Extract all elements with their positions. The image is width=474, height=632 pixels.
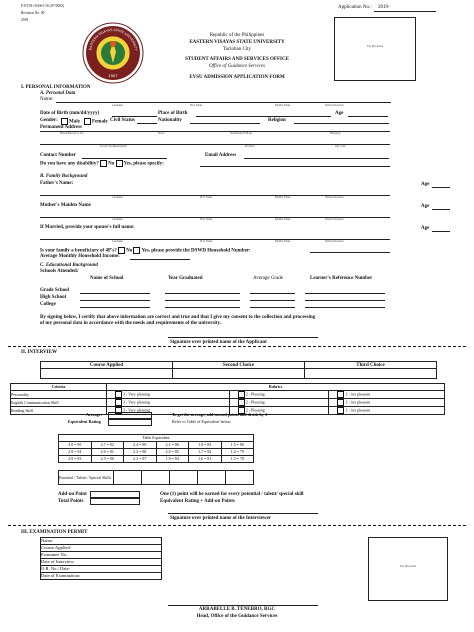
average-note: To get the average, add earned points and divide by 3 [172, 412, 268, 417]
form-code: F-EVSU-SASO-16 (07-0002) [21, 4, 65, 8]
signatory-name: ARRABELLE B. TENEBRO, RGC [198, 607, 276, 612]
rubrics-header: Rubrics [107, 384, 445, 391]
form-year: 2018 [21, 18, 29, 22]
female-checkbox[interactable] [84, 118, 91, 125]
row-high-school: High School [40, 295, 66, 300]
mother-hint: First Name [200, 218, 213, 221]
address-hint: Street [158, 132, 165, 135]
row-grade-school: Grade School [40, 288, 70, 293]
photo-label: 2x2 ID picture [366, 45, 384, 48]
potential-cell[interactable] [198, 471, 226, 485]
spouse-label: If Married, provide your spouse's full name: [40, 225, 135, 230]
equiv-cell: 1.4 = 79 [221, 449, 254, 456]
section-personal: I. PERSONAL INFORMATION [21, 85, 91, 90]
signatory-position: Head, Office of the Guidance Services [196, 614, 278, 619]
equiv-cell: 1.6 = 81 [189, 456, 222, 463]
equiv-cell: 1.9 = 84 [156, 456, 189, 463]
equiv-cell: 2.2 = 87 [124, 456, 157, 463]
equiv-cell: 2.0 = 85 [156, 449, 189, 456]
disability-yes-checkbox[interactable] [116, 160, 123, 167]
criteria-personality: Personality [11, 391, 107, 399]
republic-text: Republic of the Philippines [209, 33, 265, 38]
address-hint: Zip Code [335, 145, 346, 148]
dob-label: Date of Birth (mm/dd/yyyy) [40, 111, 100, 116]
subsection-personal-data: A. Personal Data [40, 91, 76, 96]
section-permit: III. EXAMINATION PERMIT [21, 530, 88, 535]
consent-text-2: of my personal data in accordance with the needs and requirements of the university. [40, 321, 221, 326]
mother-age-label: Age [421, 204, 430, 209]
equiv-cell: 2.4 = 89 [124, 442, 157, 449]
income-label: Average Monthly Household Income: [40, 254, 120, 259]
total-points-box[interactable] [90, 498, 140, 505]
course-applied-cell[interactable] [41, 369, 173, 379]
address-hint: Town/City/Municipality [100, 145, 128, 148]
equiv-cell: 1.5 = 80 [221, 442, 254, 449]
mother-hint: Name Extension [325, 218, 344, 221]
permit-name[interactable]: Name: [41, 538, 162, 545]
total-note: Equivalent Rating + Add-on Points [160, 499, 235, 504]
address-label: Permanent Address [40, 125, 82, 130]
subsection-family: B. Family Background [40, 174, 88, 179]
spouse-hint: Name Extension [325, 240, 344, 243]
form-title: EVSU ADMISSION APPLICATION FORM [189, 75, 285, 80]
name-hint: Name Extension [325, 104, 344, 107]
permit-course[interactable]: Course Applied: [41, 545, 162, 552]
university-name: EASTERN VISAYAS STATE UNIVERSITY [189, 40, 285, 45]
permit-interview-date[interactable]: Date of Interview: [41, 559, 162, 566]
email-label: Email Address [205, 153, 237, 158]
equivalent-table [58, 434, 254, 463]
total-points-label: Total Points [58, 499, 84, 504]
col-year: Year Graduated [168, 276, 203, 281]
spouse-hint: Lastname [112, 240, 123, 243]
interviewer-signature-label: Signature over printed name of the Interviewer [170, 516, 271, 521]
address-hint: Subdivision/Village [230, 132, 253, 135]
equiv-cell: 2.9 = 94 [59, 449, 92, 456]
photo-box-top[interactable] [334, 17, 416, 81]
equiv-cell: 1.7 = 82 [189, 449, 222, 456]
rubric-checkbox[interactable] [238, 391, 245, 398]
equiv-note: Refer to Table of Equivalent below [172, 419, 231, 424]
rubric-checkbox[interactable] [238, 399, 245, 406]
potential-cell[interactable] [142, 471, 170, 485]
father-hint: Middle Name [275, 196, 291, 199]
address-hint: Province [245, 145, 255, 148]
rubrics-table: Criteria Rubrics Personality 3 - Very pleasing 2 - Pleasing 1 - not pleasant English Communication Skill 3 - Very pleasing 2 - Pleasing 1 - not pleasant Reading Skill 3 - Very pleasing 2 - Pleasing 1 - not pleasant [10, 383, 445, 415]
permit-or-no[interactable]: O.R. No./ Date: [41, 566, 162, 573]
col-lrn: Learner's Reference Number [310, 276, 373, 281]
name-hint: Middle Name [275, 104, 291, 107]
criteria-reading: Reading Skill [11, 407, 107, 415]
rubric-checkbox[interactable] [115, 391, 122, 398]
photo-label: 2x2 ID picture [399, 565, 417, 568]
photo-box-permit[interactable] [368, 537, 448, 601]
revision-no: Revision No. 00 [21, 11, 45, 15]
spouse-hint: First Name [200, 240, 213, 243]
equiv-cell: 1.3 = 78 [221, 456, 254, 463]
addon-box[interactable] [90, 491, 140, 498]
mother-label: Mother's Maiden Name [40, 203, 91, 208]
civil-status-label: Civil Status [110, 118, 135, 123]
consent-text-1: By signing below, I certify that above information are correct and true and that I give my consent to the collection and processing [40, 315, 316, 320]
dswd-question: Is your family a beneficiary of 4P's? No Yes, please provide the DSWD Household Number: [40, 248, 251, 254]
third-choice-cell[interactable] [305, 369, 437, 379]
potential-table [58, 470, 254, 485]
equiv-cell: 2.6 = 91 [91, 449, 124, 456]
criteria-english: English Communication Skill [11, 399, 107, 407]
second-choice-header: Second Choice [173, 362, 305, 369]
rubric-checkbox[interactable] [337, 407, 344, 414]
rubric-checkbox[interactable] [337, 399, 344, 406]
address-hint: Barangay [330, 132, 341, 135]
address-hint: House/Block/Lot No. [60, 132, 85, 135]
potential-label: Potential / Talent / Special Skills [59, 471, 114, 485]
equivalent-table-title: Table Equivalent [59, 435, 254, 442]
second-choice-cell[interactable] [173, 369, 305, 379]
section-interview: II. INTERVIEW [21, 350, 57, 355]
father-hint: Lastname [112, 196, 123, 199]
dswd-yes-checkbox[interactable] [133, 247, 140, 254]
spouse-hint: Middle Name [275, 240, 291, 243]
application-no-label: Application No.: [338, 5, 372, 10]
disability-question: Do you have any disability? No Yes, please specify: [40, 161, 164, 167]
name-hint: Lastname [112, 104, 123, 107]
equiv-cell: 2.7 = 92 [91, 442, 124, 449]
father-age-label: Age [421, 182, 430, 187]
application-no-value[interactable]: 2019- [378, 5, 390, 10]
name-label: Name: [40, 97, 54, 102]
male-checkbox[interactable] [61, 118, 68, 125]
equiv-cell: 1.8 = 83 [189, 442, 222, 449]
mother-hint: Middle Name [275, 218, 291, 221]
male-option[interactable]: Male [61, 118, 80, 125]
city-text: Tacloban City [222, 47, 252, 52]
pob-label: Place of Birth [158, 111, 188, 116]
equiv-cell: 2.8 = 93 [59, 456, 92, 463]
contact-label: Contact Number [40, 153, 76, 158]
office-name: STUDENT AFFAIRS AND SERVICES OFFICE [185, 57, 289, 62]
spouse-age-label: Age [421, 226, 430, 231]
equiv-cell: 2.5 = 90 [91, 456, 124, 463]
mother-hint: Lastname [112, 218, 123, 221]
schools-attended-label: Schools Attended: [40, 269, 79, 274]
suboffice-name: Office of Guidance Services [209, 64, 265, 69]
father-hint: Name Extension [325, 196, 344, 199]
gender-label: Gender: [40, 118, 58, 123]
third-choice-header: Third Choice [305, 362, 437, 369]
permit-table [40, 537, 162, 580]
permit-examinee-no[interactable]: Examinee No.: [41, 552, 162, 559]
course-applied-header: Course Applied [41, 362, 173, 369]
col-grade: Average Grade [253, 276, 284, 281]
seal-text: EASTERN VISAYAS STATE UNIVERSITY [88, 27, 138, 52]
criteria-header: Criteria [11, 384, 107, 391]
nationality-label: Nationality [158, 118, 182, 123]
equiv-cell: 3.0 = 95 [59, 442, 92, 449]
row-college: College [40, 302, 56, 307]
potential-cell[interactable] [114, 471, 142, 485]
addon-note: One (1) point will be earned for every potential / talent/ special skill [160, 492, 304, 497]
potential-cell[interactable] [226, 471, 254, 485]
seal-year: 1907 [108, 73, 118, 78]
father-hint: First Name [200, 196, 213, 199]
rubric-checkbox[interactable] [337, 391, 344, 398]
equiv-cell: 2.3 = 88 [124, 449, 157, 456]
dswd-no-checkbox[interactable] [118, 247, 125, 254]
average-label: Average: [86, 412, 102, 417]
age-label: Age [335, 111, 344, 116]
disability-no-checkbox[interactable] [100, 160, 107, 167]
applicant-signature-label: Signature over printed name of the Applicant [170, 340, 267, 345]
average-box[interactable] [108, 412, 152, 419]
rubric-checkbox[interactable] [115, 399, 122, 406]
equiv-cell: 2.1 = 86 [156, 442, 189, 449]
subsection-education: C. Educational Background [40, 263, 98, 268]
equiv-rating-box[interactable] [108, 419, 152, 426]
potential-cell[interactable] [170, 471, 198, 485]
choices-table [40, 361, 437, 379]
female-option[interactable]: Female [84, 118, 108, 125]
equiv-rating-label: Equivalent Rating [68, 419, 101, 424]
permit-exam-date[interactable]: Date of Examination: [41, 573, 162, 580]
col-school: Name of School [90, 276, 124, 281]
father-label: Father's Name: [40, 181, 74, 186]
religion-label: Religion [268, 118, 286, 123]
name-hint: First Name [190, 104, 203, 107]
addon-label: Add-on Point [58, 492, 87, 497]
